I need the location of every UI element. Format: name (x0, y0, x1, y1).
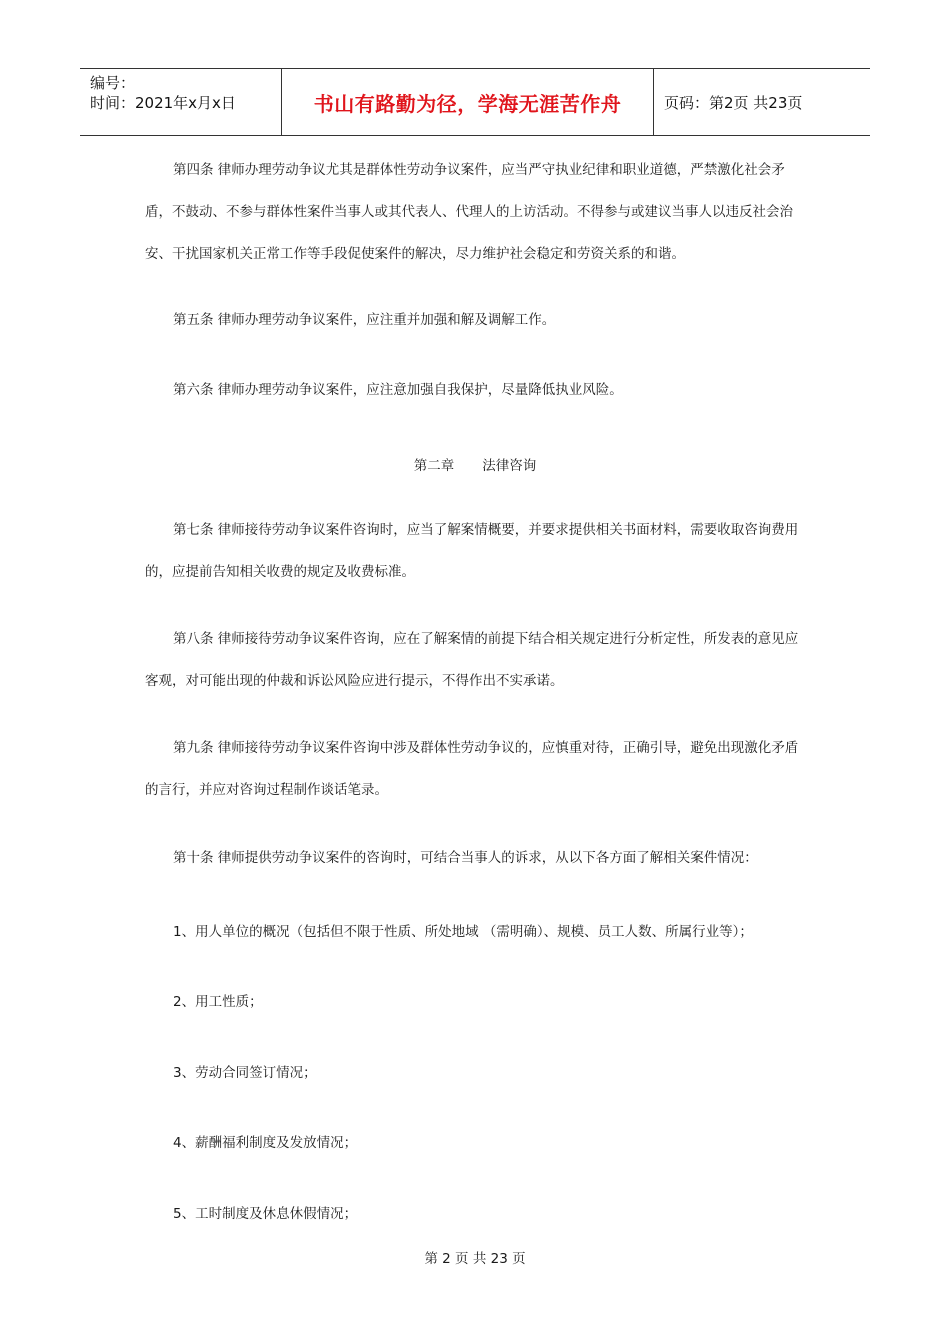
article-5: 第五条 律师办理劳动争议案件，应注重并加强和解及调解工作。 (173, 312, 556, 328)
chapter-number: 第二章 (413, 458, 455, 474)
list-item: 4、薪酬福利制度及发放情况； (173, 1135, 358, 1151)
list-item: 2、用工性质； (173, 994, 263, 1010)
list-item: 1、用人单位的概况（包括但不限于性质、所处地域 （需明确）、规模、员工人数、所属行业等）； (173, 924, 753, 940)
header-page-info: 页码：第2页 共23页 (664, 93, 803, 112)
article-6: 第六条 律师办理劳动争议案件，应注意加强自我保护，尽量降低执业风险。 (173, 382, 623, 398)
chapter-title: 法律咨询 (482, 458, 537, 474)
page-footer: 第 2 页 共 23 页 (424, 1251, 526, 1267)
header-number-label: 编号： (90, 74, 136, 92)
article-10: 第十条 律师提供劳动争议案件的咨询时，可结合当事人的诉求，从以下各方面了解相关案件情况： (173, 850, 758, 866)
header-time-label: 时间：2021年x月x日 (90, 94, 236, 112)
header-motto: 书山有路勤为径，学海无涯苦作舟 (282, 69, 654, 135)
article-7: 第七条 律师接待劳动争议案件咨询时，应当了解案情概要，并要求提供相关书面材料，需要收取咨询费用的，应提前告知相关收费的规定及收费标准。 (145, 522, 799, 580)
list-item: 5、工时制度及休息休假情况； (173, 1206, 358, 1222)
list-item: 3、劳动合同签订情况； (173, 1065, 317, 1081)
article-8: 第八条 律师接待劳动争议案件咨询，应在了解案情的前提下结合相关规定进行分析定性，所发表的意见应客观，对可能出现的仲裁和诉讼风险应进行提示，不得作出不实承诺。 (145, 631, 799, 689)
chapter-heading (0, 454, 950, 474)
article-9: 第九条 律师接待劳动争议案件咨询中涉及群体性劳动争议的，应慎重对待，正确引导，避免出现激化矛盾的言行，并应对咨询过程制作谈话笔录。 (145, 740, 799, 798)
header-left-cell (80, 69, 282, 135)
page-header (80, 68, 870, 136)
article-4: 第四条 律师办理劳动争议尤其是群体性劳动争议案件，应当严守执业纪律和职业道德，严禁激化社会矛盾，不鼓动、不参与群体性案件当事人或其代表人、代理人的上访活动。不得参与或建议当事人以违反社会治安、干扰国家机关正常工作等手段促使案件的解决，尽力维护社会稳定和劳资关系的和谐。 (145, 162, 793, 262)
